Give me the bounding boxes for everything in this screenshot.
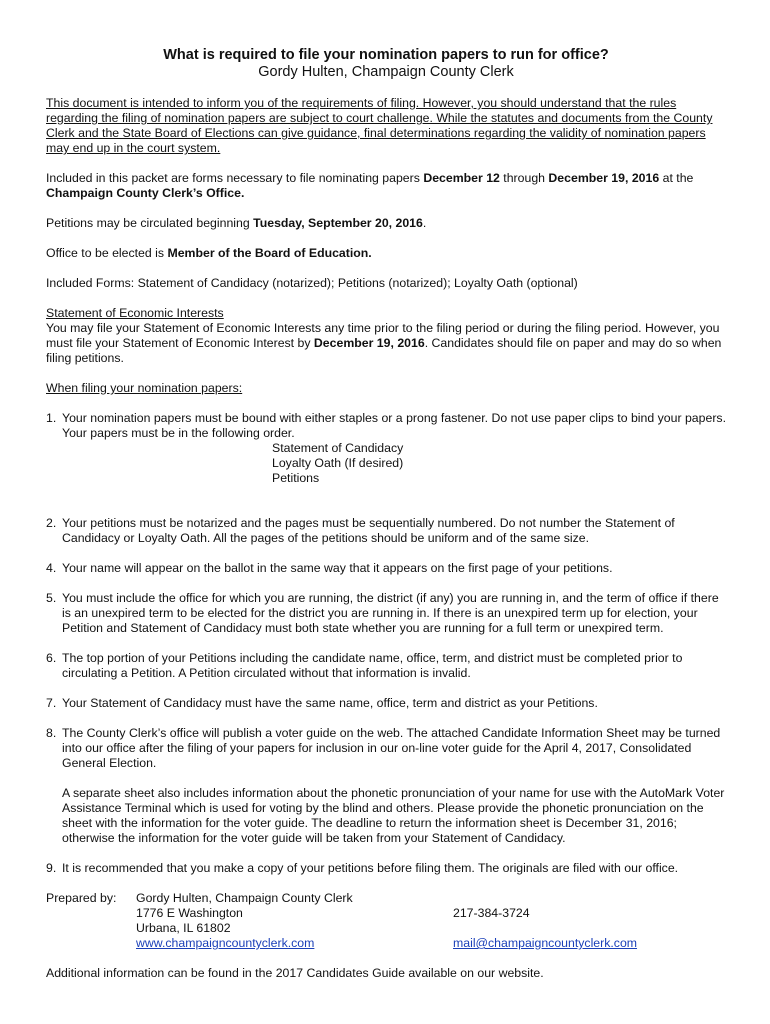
packet-prefix: Included in this packet are forms necessary to file nominating papers [46, 171, 424, 185]
list-item [46, 696, 726, 711]
circulation-suffix: . [422, 216, 427, 230]
website-link[interactable]: www.champaigncountyclerk.com [136, 936, 315, 950]
circulation-date: Tuesday, September 20, 2016 [253, 216, 423, 230]
prepared-by-block [46, 891, 726, 951]
list-item-text: Your name will appear on the ballot in the same way that it appears on the first page of your petitions. [62, 561, 613, 575]
list-item-number: 6. [46, 651, 57, 665]
list-item-number: 7. [46, 696, 57, 710]
list-item [46, 591, 726, 636]
economic-text-2: . Candidates should file on paper and may do so when filing petitions. [46, 336, 722, 365]
packet-at-the: at the [659, 171, 694, 185]
paper-order-item: Loyalty Oath (If desired) [272, 456, 404, 470]
list-item [46, 726, 726, 846]
closing-paragraph: Additional information can be found in the 2017 Candidates Guide available on our website. [46, 966, 544, 980]
list-item-text: You must include the office for which you are running, the district (if any) you are running in, and the term of office if there is an unexpired term to be elected for the district you are running in. If there is an unexpired term up for election, your Petition and Statement of Candidacy must both state whether you are running for a full term or unexpired term. [62, 591, 719, 635]
economic-interests-paragraph [46, 321, 726, 366]
list-item-number: 4. [46, 561, 57, 575]
list-item [46, 411, 726, 486]
circulation-paragraph [46, 216, 726, 231]
paper-order-item: Statement of Candidacy [272, 441, 404, 455]
office-paragraph [46, 246, 726, 261]
economic-interests-heading: Statement of Economic Interests [46, 306, 224, 320]
filing-requirements-list [46, 411, 726, 876]
circulation-prefix: Petitions may be circulated beginning [46, 216, 254, 230]
list-item-extra-text: A separate sheet also includes information about the phonetic pronunciation of your name for use with the AutoMark Voter Assistance Terminal which is used for voting by the blind and others. Please provide the phonetic pronunciation on the sheet with the information for the voter guide. The deadline to return the information sheet is December 31, 2016; otherwise the information for the voter guide will be taken from your Statement of Candidacy. [62, 786, 725, 845]
list-item-number: 1. [46, 411, 57, 425]
list-item-text: It is recommended that you make a copy of your petitions before filing them. The originals are filed with our office. [62, 861, 679, 875]
paper-order-list [62, 441, 726, 486]
prepared-name: Gordy Hulten, Champaign County Clerk [136, 891, 353, 905]
packet-office: Champaign County Clerk’s Office. [46, 186, 245, 200]
office-name: Member of the Board of Education. [167, 246, 372, 260]
list-item [46, 861, 726, 876]
list-item-number: 8. [46, 726, 57, 740]
intro-paragraph: This document is intended to inform you of the requirements of filing. However, you should understand that the rules regarding the filing of nomination papers are subject to court challenge. While the statutes and documents from the County Clerk and the State Board of Elections can give guidance, final determinations regarding the validity of nomination papers may end up in the court system. [46, 96, 713, 155]
list-item-text: The top portion of your Petitions including the candidate name, office, term, and district must be completed prior to circulating a Petition. A Petition circulated without that information is invalid. [62, 651, 683, 680]
packet-paragraph [46, 171, 726, 201]
list-item-text: Your petitions must be notarized and the pages must be sequentially numbered. Do not number the Statement of Candidacy or Loyalty Oath. All the pages of the petitions should be uniform and of the same size. [62, 516, 675, 545]
packet-through: through [499, 171, 549, 185]
list-item-number: 2. [46, 516, 57, 530]
packet-start-date: December 12 [423, 171, 500, 185]
document-title: What is required to file your nomination papers to run for office? [163, 47, 609, 63]
prepared-phone: 217-384-3724 [453, 906, 530, 920]
paper-order-item: Petitions [272, 471, 320, 485]
list-item-text: Your nomination papers must be bound with either staples or a prong fastener. Do not use paper clips to bind your papers. Your papers must be in the following order. [62, 411, 726, 440]
list-item-text: The County Clerk’s office will publish a voter guide on the web. The attached Candidate Information Sheet may be turned into our office after the filing of your papers for inclusion in our on-line voter guide for the April 4, 2017, Consolidated General Election. [62, 726, 721, 770]
list-item [46, 561, 726, 576]
list-item [46, 651, 726, 681]
list-item-number: 5. [46, 591, 57, 605]
packet-end-date: December 19, 2016 [548, 171, 660, 185]
list-item [46, 516, 726, 546]
economic-date: December 19, 2016 [313, 336, 425, 350]
list-item-text: Your Statement of Candidacy must have the same name, office, term and district as your Petitions. [62, 696, 598, 710]
email-link[interactable]: mail@champaigncountyclerk.com [453, 936, 638, 950]
list-item-number: 9. [46, 861, 57, 875]
prepared-address: 1776 E Washington [136, 906, 243, 920]
document-subtitle: Gordy Hulten, Champaign County Clerk [258, 64, 514, 80]
office-prefix: Office to be elected is [46, 246, 168, 260]
prepared-city: Urbana, IL 61802 [136, 921, 231, 935]
forms-paragraph: Included Forms: Statement of Candidacy (notarized); Petitions (notarized); Loyalty Oath (optional) [46, 276, 578, 290]
prepared-label: Prepared by: [46, 891, 117, 905]
economic-text-1: You may file your Statement of Economic Interests any time prior to the filing period or during the filing period. However, you must file your Statement of Economic Interest by [46, 321, 720, 350]
filing-heading: When filing your nomination papers: [46, 381, 243, 395]
